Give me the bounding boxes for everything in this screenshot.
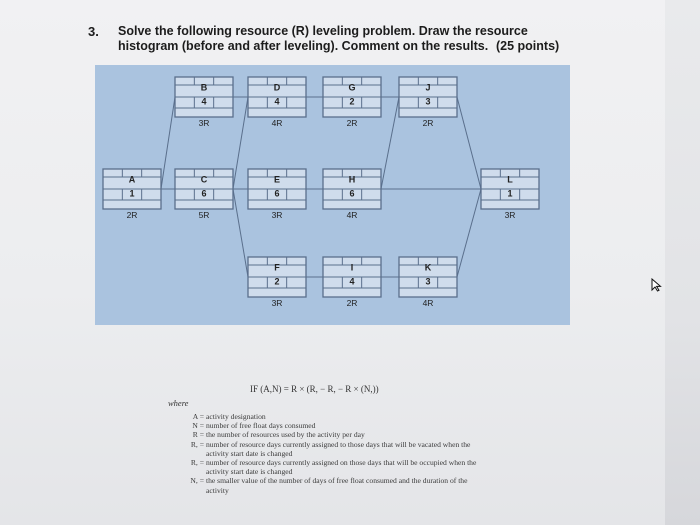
activity-id: D	[273, 82, 281, 93]
definition-text: number of resource days currently assigned on those days that will be occupied when the activity start date is changed	[206, 458, 477, 477]
activity-id: K	[424, 262, 432, 273]
question-number: 3.	[88, 24, 99, 39]
activity-resources: 3R	[271, 298, 283, 308]
definition-text: activity designation	[206, 412, 266, 421]
mouse-pointer-icon	[650, 278, 664, 292]
activity-id: G	[348, 82, 356, 93]
activity-id: J	[425, 82, 431, 93]
activity-duration: 3	[425, 96, 431, 107]
activity-duration: 1	[129, 188, 135, 199]
definition-symbol: R, =	[190, 458, 204, 468]
activity-resources: 3R	[198, 118, 210, 128]
definition-symbol: R, =	[190, 439, 204, 449]
definition-text: the number of resources used by the activity per day	[206, 430, 365, 440]
activity-resources: 4R	[271, 118, 283, 128]
activity-id: E	[273, 174, 281, 185]
activity-duration: 6	[274, 188, 280, 199]
activity-resources: 2R	[126, 210, 138, 220]
activity-duration: 2	[349, 96, 355, 107]
activity-duration: 4	[274, 96, 280, 107]
where-label: where	[168, 398, 189, 408]
activity-id: F	[274, 262, 280, 273]
definition-item	[170, 430, 480, 439]
activity-id: H	[348, 174, 356, 185]
definition-symbol: R =	[192, 430, 204, 440]
activity-duration: 6	[201, 188, 207, 199]
definition-item	[170, 421, 480, 430]
definition-item	[170, 476, 480, 494]
definition-symbol: N, =	[190, 476, 204, 486]
activity-id: A	[128, 174, 136, 185]
definition-text: number of free float days consumed	[206, 421, 316, 431]
activity-resources: 2R	[422, 118, 434, 128]
definitions-list	[170, 412, 480, 495]
activity-network-diagram	[95, 65, 570, 325]
formula: IF (A,N) = R × (R, − R, − R × (N,))	[250, 384, 379, 394]
activity-duration: 3	[425, 276, 431, 287]
definition-symbol: N =	[192, 421, 204, 431]
activity-resources: 3R	[504, 210, 516, 220]
activity-id: L	[507, 174, 513, 185]
activity-duration: 4	[201, 96, 207, 107]
definition-text: the smaller value of the number of days of free float consumed and the duration of the activity	[206, 476, 468, 495]
definition-text: number of resource days currently assigned to those days that will be vacated when the activity start date is changed	[206, 439, 471, 458]
question-points: (25 points)	[496, 39, 560, 53]
definition-symbol: A =	[192, 412, 204, 421]
definition-item	[170, 412, 480, 421]
activity-resources: 2R	[346, 118, 358, 128]
definition-item	[170, 458, 480, 476]
activity-duration: 1	[507, 188, 513, 199]
question-text: Solve the following resource (R) leveling problem. Draw the resource histogram (before and after leveling). Comment on the results.	[118, 24, 528, 53]
activity-resources: 5R	[198, 210, 210, 220]
activity-duration: 2	[274, 276, 280, 287]
activity-resources: 2R	[346, 298, 358, 308]
activity-resources: 3R	[271, 210, 283, 220]
activity-id: I	[350, 262, 354, 273]
activity-resources: 4R	[422, 298, 434, 308]
activity-id: C	[200, 174, 208, 185]
activity-duration: 6	[349, 188, 355, 199]
activity-id: B	[200, 82, 208, 93]
activity-resources: 4R	[346, 210, 358, 220]
activity-duration: 4	[349, 276, 355, 287]
definition-item	[170, 440, 480, 458]
